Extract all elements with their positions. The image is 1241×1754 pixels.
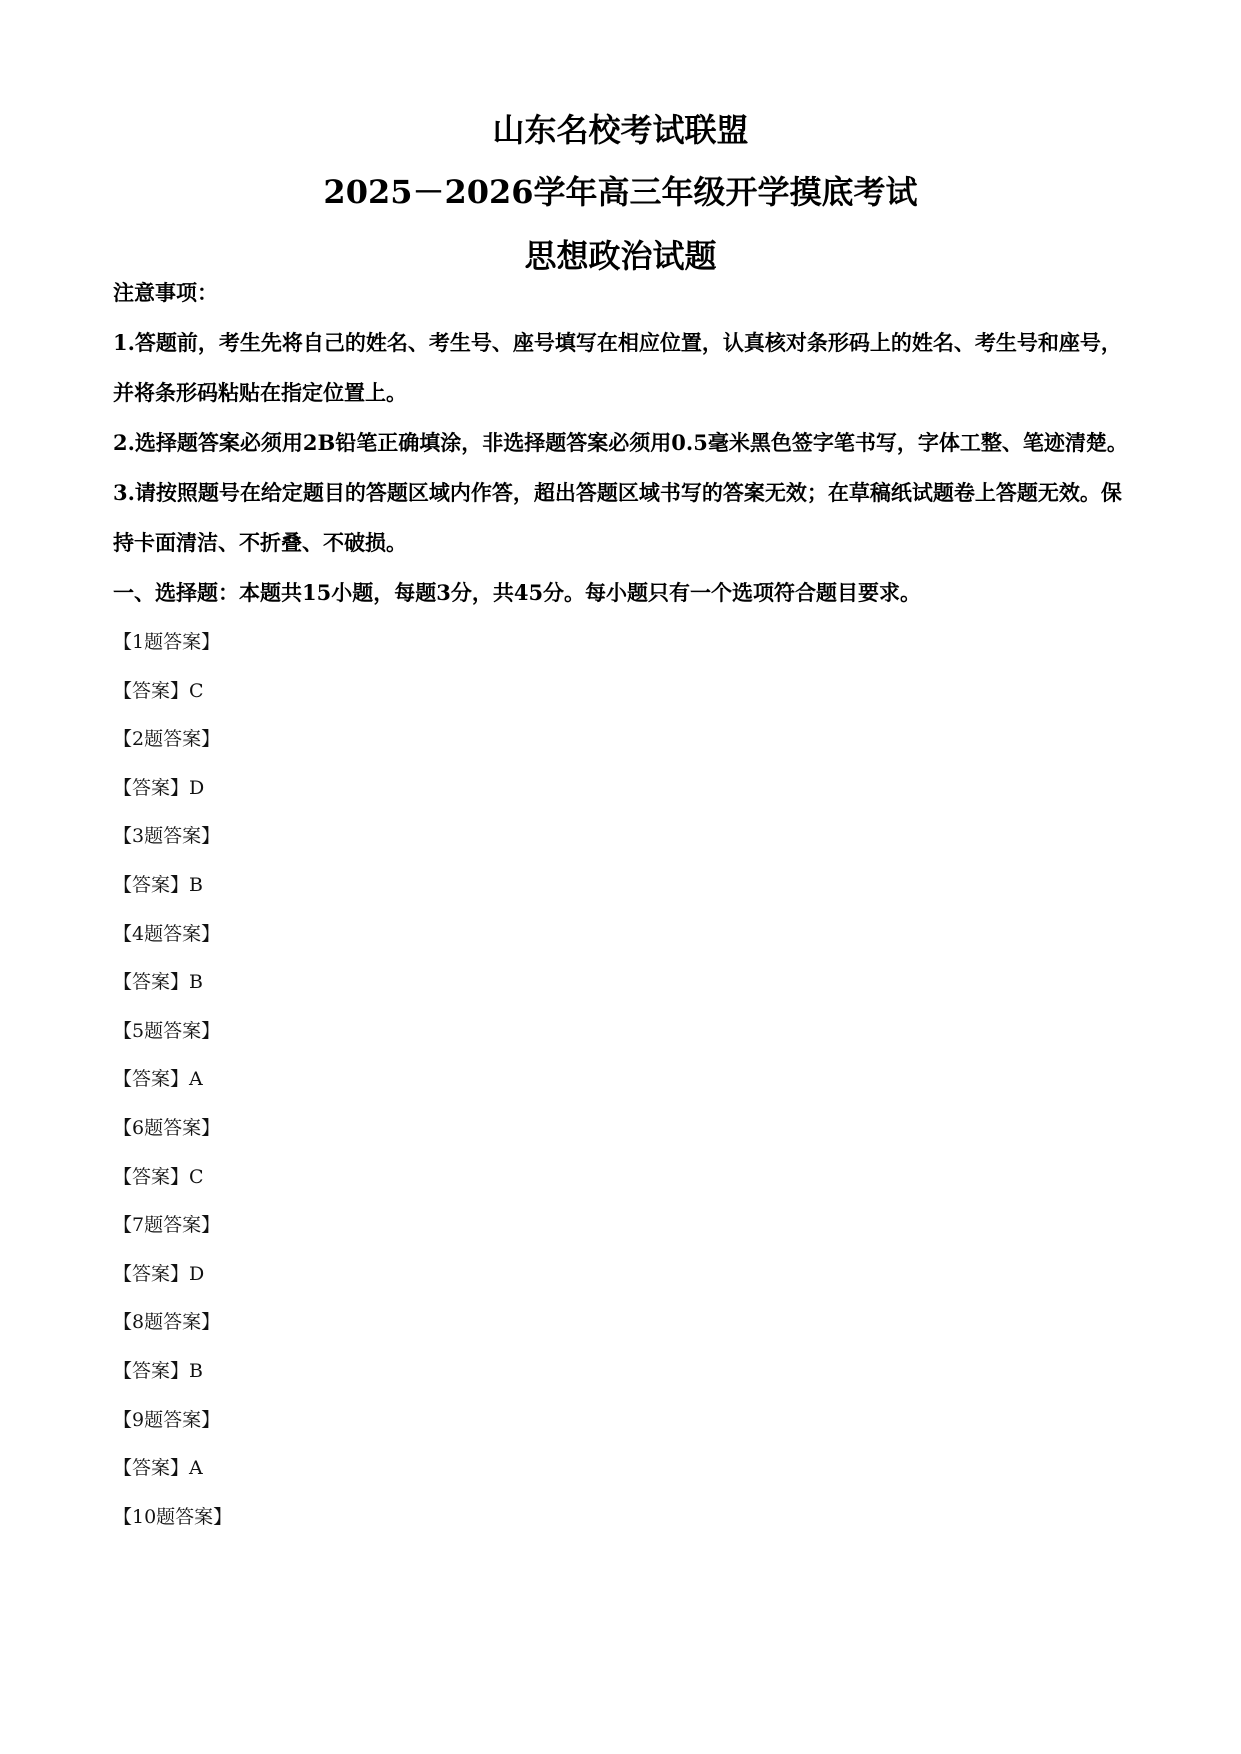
section-heading: 一、选择题：本题共15小题，每题3分，共45分。每小题只有一个选项符合题目要求。 [113, 580, 922, 605]
notice-heading: 注意事项： [113, 280, 218, 305]
answer-line: 【答案】B [113, 1359, 203, 1382]
question-label: 【8题答案】 [113, 1311, 221, 1334]
answer-line: 【答案】C [113, 679, 204, 702]
exam-title: 2025－2026学年高三年级开学摸底考试 [323, 173, 918, 211]
notice-item-3: 3.请按照题号在给定题目的答题区域内作答，超出答题区域书写的答案无效；在草稿纸试题卷上答题无效。保持卡面清洁、不折叠、不破损。 [113, 480, 1122, 555]
answer-line: 【答案】B [113, 873, 203, 896]
org-title: 山东名校考试联盟 [492, 111, 749, 149]
answer-line: 【答案】C [113, 1165, 204, 1188]
question-label: 【3题答案】 [113, 825, 221, 848]
question-label: 【4题答案】 [113, 922, 221, 945]
question-label: 【10题答案】 [113, 1505, 233, 1528]
question-label: 【1题答案】 [113, 631, 221, 653]
answer-line: 【答案】D [113, 776, 205, 799]
answer-line: 【答案】A [113, 1457, 203, 1480]
question-label: 【6题答案】 [113, 1116, 221, 1139]
question-label: 【5题答案】 [113, 1019, 221, 1042]
document-body [113, 268, 1133, 1541]
notice-item-1: 1.答题前，考生先将自己的姓名、考生号、座号填写在相应位置，认真核对条形码上的姓名、考生号和座号，并将条形码粘贴在指定位置上。 [113, 330, 1122, 405]
question-label: 【2题答案】 [113, 728, 221, 751]
answer-line: 【答案】D [113, 1262, 205, 1285]
notice-item-2: 2.选择题答案必须用2B铅笔正确填涂，非选择题答案必须用0.5毫米黑色签字笔书写，字体工整、笔迹清楚。 [113, 430, 1128, 455]
answer-line: 【答案】B [113, 971, 203, 994]
answer-list [113, 618, 1133, 1541]
answer-line: 【答案】A [113, 1068, 203, 1091]
question-label: 【9题答案】 [113, 1408, 221, 1431]
subject-title: 思想政治试题 [524, 237, 717, 275]
question-label: 【7题答案】 [113, 1214, 221, 1237]
